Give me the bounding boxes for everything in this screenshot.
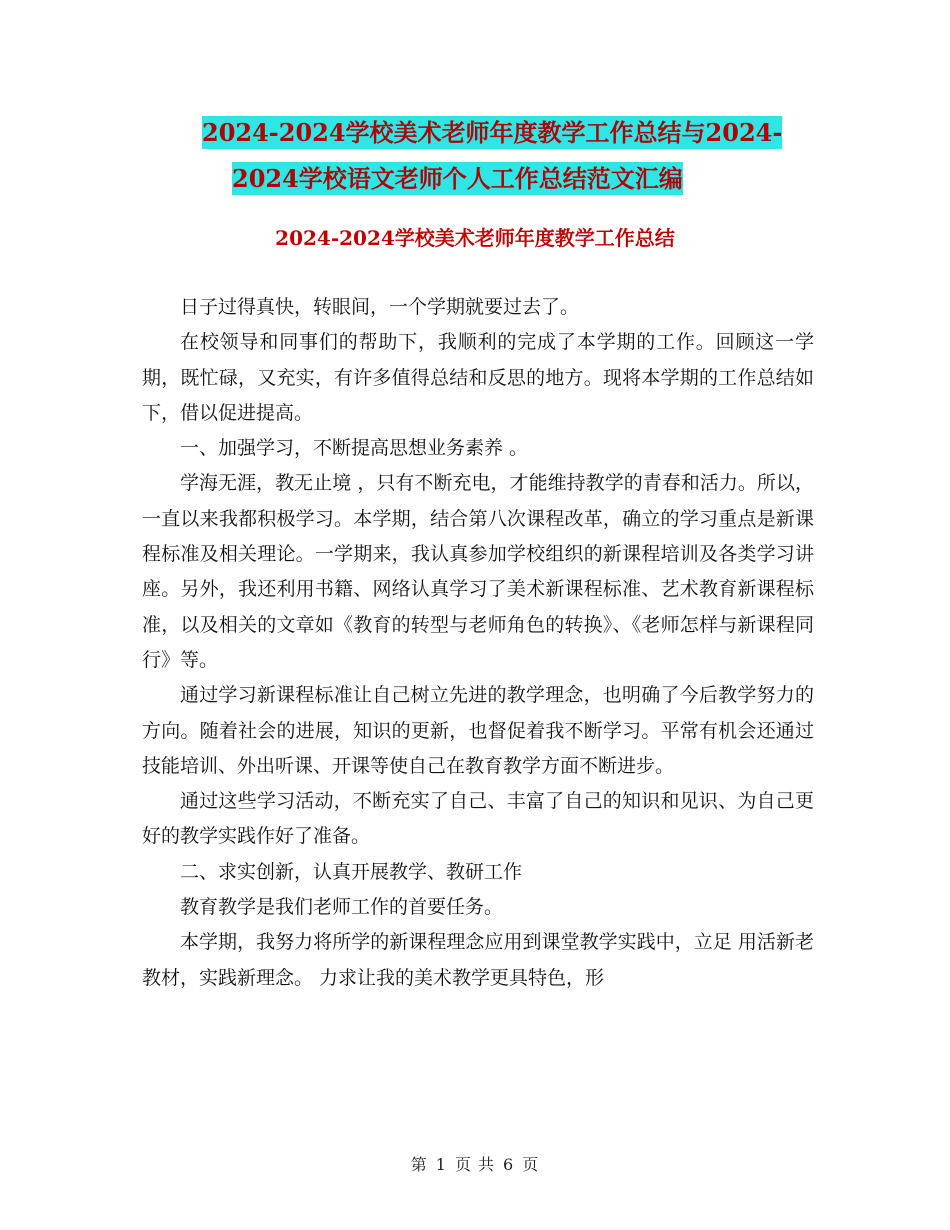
paragraph: 本学期，我努力将所学的新课程理念应用到课堂教学实践中，立足 用活新老教材，实践新理念。 力求让我的美术教学更具特色，形	[142, 931, 814, 989]
paragraph: 学海无涯，教无止境 ，只有不断充电，才能维持教学的青春和活力。所以，一直以来我都积极学习。本学期，结合第八次课程改革，确立的学习重点是新课程标准及相关理论。一学期来，我认真参加学校组织的新课程培训及各类学习讲座。另外，我还利用书籍、网络认真学习了美术新课程标准、艺术教育新课程标准，以及相关的文章如《教育的转型与老师角色的转换》、《老师怎样与新课程同行》等。	[142, 472, 814, 671]
paragraph: 通过这些学习活动，不断充实了自己、丰富了自己的知识和见识、为自己更好的教学实践作好了准备。	[142, 790, 814, 848]
main-title	[140, 110, 820, 202]
main-title-line-1	[140, 110, 820, 156]
document-body	[142, 290, 814, 996]
footer-total-pages: 6	[503, 1155, 515, 1174]
main-title-line-1-text: 2024-2024学校美术老师年度教学工作总结与2024-	[202, 118, 783, 147]
section-heading: 二、求实创新，认真开展教学、教研工作	[180, 860, 523, 883]
paragraph: 日子过得真快，转眼间，一个学期就要过去了。	[180, 296, 580, 318]
footer-page-number: 1	[435, 1155, 447, 1174]
paragraph: 教育教学是我们老师工作的首要任务。	[180, 896, 504, 919]
paragraph: 在校领导和同事们的帮助下，我顺利的完成了本学期的工作。回顾这一学期，既忙碌，又充实，有许多值得总结和反思的地方。现将本学期的工作总结如下，借以促进提高。	[142, 331, 814, 424]
main-title-line-2	[140, 156, 820, 202]
footer-suffix: 页	[522, 1155, 540, 1174]
footer-middle: 页 共	[454, 1155, 496, 1174]
footer-prefix: 第	[410, 1155, 428, 1174]
paragraph: 通过学习新课程标准让自己树立先进的教学理念，也明确了今后教学努力的方向。随着社会的进展，知识的更新，也督促着我不断学习。平常有机会还通过技能培训、外出听课、开课等使自己在教育教学方面不断进步。	[142, 684, 814, 777]
main-title-line-2-text: 2024学校语文老师个人工作总结范文汇编	[232, 164, 683, 193]
section-title: 2024-2024学校美术老师年度教学工作总结	[275, 226, 675, 250]
section-heading: 一、加强学习，不断提高思想业务素养 。	[180, 437, 529, 460]
page-footer	[0, 1152, 950, 1175]
